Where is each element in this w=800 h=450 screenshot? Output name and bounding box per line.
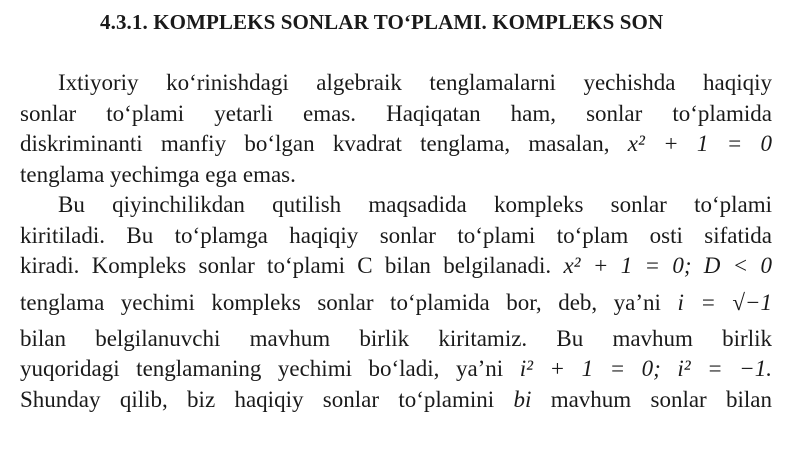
equation-i-squared: i² + 1 = 0; i² = −1.	[519, 356, 773, 381]
paragraph-1	[20, 68, 772, 190]
paragraph-2-line-4	[20, 282, 772, 324]
paragraph-2-line-3	[20, 251, 772, 282]
paragraph-2-line-6	[20, 354, 772, 385]
equation-imaginary-unit: i = √−1	[677, 289, 773, 315]
paragraph-2-line-4-text: tenglama yechimi kompleks sonlar to‘plamida bor, deb, ya’ni	[20, 289, 661, 315]
paragraph-1-line-2: sonlar to‘plami yetarli emas. Haqiqatan ham, sonlar to‘plamida	[20, 100, 772, 126]
equation-discriminant-negative: x² + 1 = 0; D < 0	[563, 253, 773, 278]
section-heading: 4.3.1. KOMPLEKS SONLAR TO‘PLAMI. KOMPLEKS SON	[100, 10, 664, 34]
paragraph-2-line-5: bilan belgilanuvchi mavhum birlik kiritamiz. Bu mavhum birlik	[20, 325, 772, 351]
paragraph-2-line-7-text-before: Shunday qilib, biz haqiqiy sonlar to‘plamini	[20, 386, 495, 412]
paragraph-1-line-3	[20, 129, 772, 160]
paragraph-1-line-3-text: diskriminanti manfiy bo‘lgan kvadrat tenglama, masalan,	[20, 131, 610, 156]
paragraph-2	[20, 190, 772, 415]
math-bi: bi	[513, 386, 532, 412]
paragraph-2-line-2: kiritiladi. Bu to‘plamga haqiqiy sonlar to‘plami to‘plam osti sifatida	[20, 222, 772, 248]
equation-x-squared-plus-one: x² + 1 = 0	[627, 131, 772, 156]
paragraph-2-line-7	[20, 385, 772, 416]
paragraph-2-line-1: Bu qiyinchilikdan qutilish maqsadida kompleks sonlar to‘plami	[58, 192, 772, 217]
paragraph-1-line-4: tenglama yechimga ega emas.	[20, 161, 296, 187]
paragraph-2-line-7-text-after: mavhum sonlar bilan	[550, 386, 773, 412]
paragraph-1-line-1: Ixtiyoriy ko‘rinishdagi algebraik tenglamalarni yechishda haqiqiy	[58, 70, 772, 95]
paragraph-2-line-3-text: kiradi. Kompleks sonlar to‘plami C bilan belgilanadi.	[20, 253, 552, 278]
paragraph-2-line-6-text: yuqoridagi tenglamaning yechimi bo‘ladi, ya’ni	[20, 356, 504, 381]
